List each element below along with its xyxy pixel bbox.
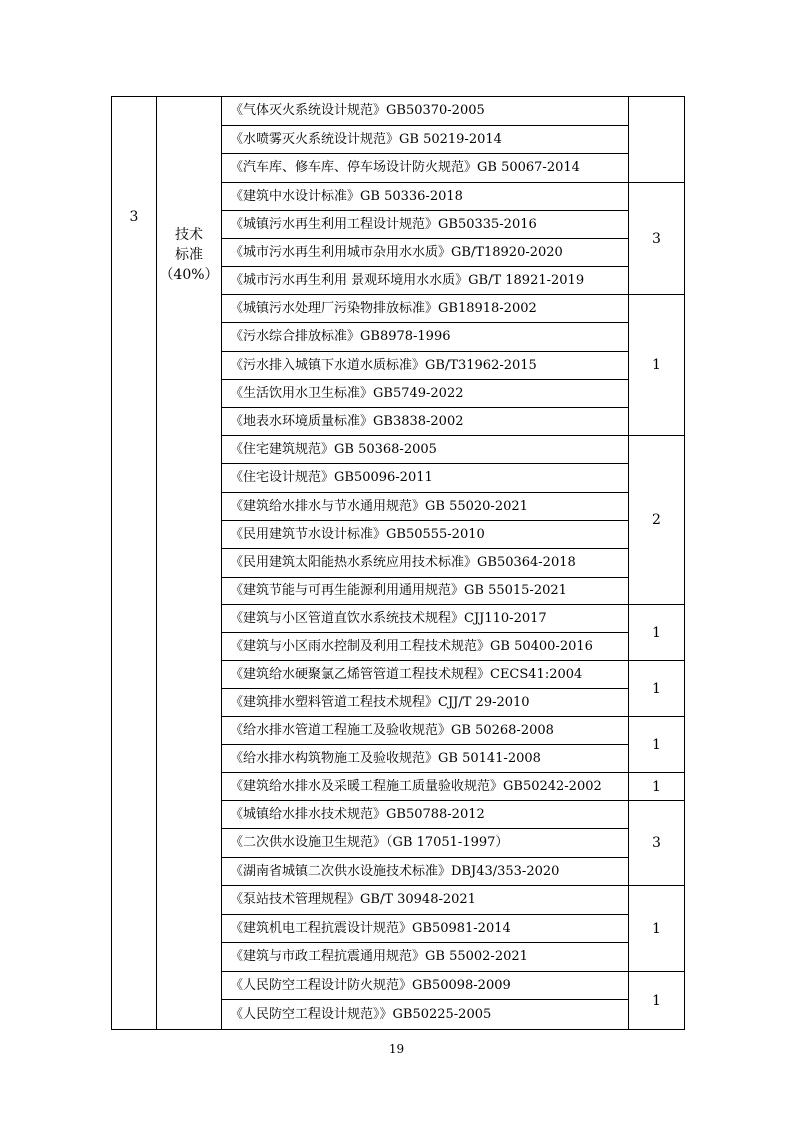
table-row xyxy=(112,97,685,126)
category-line: 标准 xyxy=(175,247,203,263)
standard-name: 《污水综合排放标准》GB8978-1996 xyxy=(222,323,629,352)
standard-name: 《生活饮用水卫生标准》GB5749-2022 xyxy=(222,380,629,408)
page-number: 19 xyxy=(388,1042,405,1056)
category-line: （40%） xyxy=(159,267,219,283)
standard-name: 《水喷雾灭火系统设计规范》GB 50219-2014 xyxy=(222,126,629,154)
standard-name: 《城镇污水再生利用工程设计规范》GB50335-2016 xyxy=(222,211,629,239)
standard-name: 《建筑与市政工程抗震通用规范》GB 55002-2021 xyxy=(222,943,629,972)
sequence-number: 3 xyxy=(112,97,157,1030)
standard-name: 《给水排水管道工程施工及验收规范》GB 50268-2008 xyxy=(222,717,629,745)
score-cell: 2 xyxy=(629,436,685,605)
standard-name: 《住宅建筑规范》GB 50368-2005 xyxy=(222,436,629,464)
standard-name: 《建筑给水硬聚氯乙烯管管道工程技术规程》CECS41:2004 xyxy=(222,661,629,689)
standard-name: 《建筑与小区管道直饮水系统技术规程》CJJ110-2017 xyxy=(222,605,629,633)
standard-name: 《民用建筑太阳能热水系统应用技术标准》GB50364-2018 xyxy=(222,549,629,578)
standard-name: 《建筑给水排水及采暖工程施工质量验收规范》GB50242-2002 xyxy=(222,773,629,801)
standard-name: 《城市污水再生利用 景观环境用水水质》GB/T 18921-2019 xyxy=(222,267,629,295)
standard-name: 《人民防空工程设计防火规范》GB50098-2009 xyxy=(222,972,629,1000)
standard-name: 《城市污水再生利用城市杂用水水质》GB/T18920-2020 xyxy=(222,239,629,267)
category-cell xyxy=(157,97,222,1030)
score-cell: 1 xyxy=(629,773,685,801)
score-cell: 3 xyxy=(629,183,685,295)
score-cell xyxy=(629,97,685,183)
standard-name: 《汽车库、修车库、停车场设计防火规范》GB 50067-2014 xyxy=(222,154,629,183)
standard-name: 《建筑给水排水与节水通用规范》GB 55020-2021 xyxy=(222,493,629,521)
standard-name: 《城镇给水排水技术规范》GB50788-2012 xyxy=(222,801,629,829)
category-line: 技术 xyxy=(175,227,203,243)
standard-name: 《建筑节能与可再生能源利用通用规范》GB 55015-2021 xyxy=(222,578,629,605)
standard-name: 《二次供水设施卫生规范》（GB 17051-1997） xyxy=(222,829,629,858)
standard-name: 《城镇污水处理厂污染物排放标准》GB18918-2002 xyxy=(222,295,629,323)
standard-name: 《建筑机电工程抗震设计规范》GB50981-2014 xyxy=(222,915,629,943)
standard-name: 《泵站技术管理规程》GB/T 30948-2021 xyxy=(222,886,629,915)
standard-name: 《给水排水构筑物施工及验收规范》GB 50141-2008 xyxy=(222,745,629,773)
standard-name: 《建筑排水塑料管道工程技术规程》CJJ/T 29-2010 xyxy=(222,689,629,717)
standard-name: 《气体灭火系统设计规范》GB50370-2005 xyxy=(222,97,629,126)
standard-name: 《建筑与小区雨水控制及利用工程技术规范》GB 50400-2016 xyxy=(222,633,629,661)
score-cell: 1 xyxy=(629,295,685,436)
standards-table xyxy=(111,96,685,1030)
standard-name: 《污水排入城镇下水道水质标准》GB/T31962-2015 xyxy=(222,352,629,380)
standard-name: 《民用建筑节水设计标准》GB50555-2010 xyxy=(222,521,629,549)
standard-name: 《住宅设计规范》GB50096-2011 xyxy=(222,464,629,493)
score-cell: 3 xyxy=(629,801,685,886)
score-cell: 1 xyxy=(629,661,685,717)
score-cell: 1 xyxy=(629,717,685,773)
score-cell: 1 xyxy=(629,972,685,1030)
standard-name: 《地表水环境质量标准》GB3838-2002 xyxy=(222,408,629,436)
standard-name: 《湖南省城镇二次供水设施技术标准》DBJ43/353-2020 xyxy=(222,858,629,886)
score-cell: 1 xyxy=(629,605,685,661)
standard-name: 《人民防空工程设计规范》》GB50225-2005 xyxy=(222,1000,629,1030)
standard-name: 《建筑中水设计标准》GB 50336-2018 xyxy=(222,183,629,211)
score-cell: 1 xyxy=(629,886,685,972)
